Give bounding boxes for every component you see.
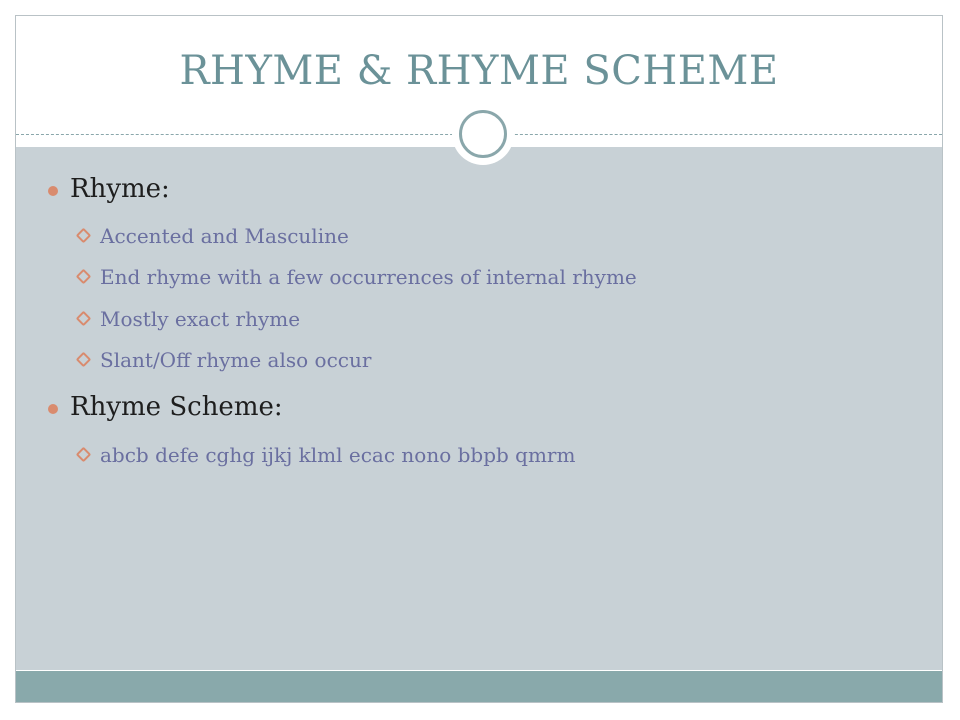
circle-ornament-icon	[452, 103, 514, 165]
circle-ornament-ring	[459, 110, 507, 158]
slide-title: RHYME & RHYME SCHEME	[179, 48, 779, 94]
footer-band	[16, 671, 942, 703]
list-item-text: abcb defe cghg ijkj klml ecac nono bbpb qmrm	[100, 443, 576, 467]
list-item-text: Slant/Off rhyme also occur	[100, 348, 372, 372]
bullet-dot-icon	[48, 404, 58, 414]
bullet-dot-icon	[48, 186, 58, 196]
list-item-text: Accented and Masculine	[100, 224, 349, 248]
section-heading-text: Rhyme Scheme:	[70, 392, 283, 422]
section-heading-text: Rhyme:	[70, 174, 170, 204]
list-item-text: Mostly exact rhyme	[100, 307, 301, 331]
list-item-text: End rhyme with a few occurrences of internal rhyme	[100, 265, 637, 289]
slide	[15, 15, 943, 703]
